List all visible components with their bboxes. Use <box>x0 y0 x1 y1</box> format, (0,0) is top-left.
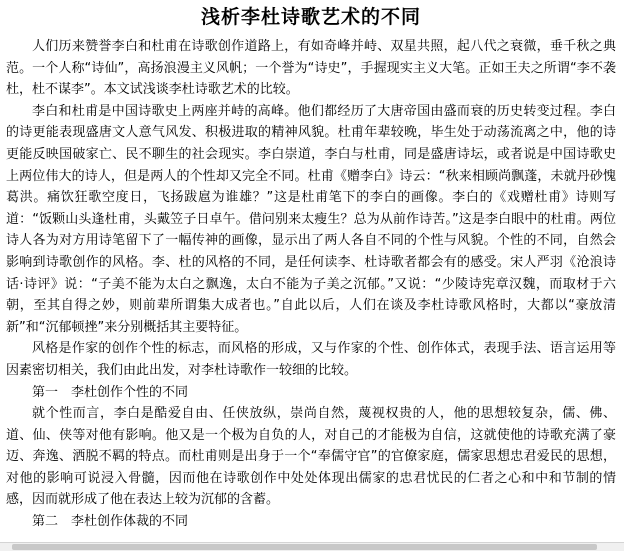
section-heading-personality: 第一 李杜创作个性的不同 <box>32 384 189 400</box>
paragraph-comparison: 李白和杜甫是中国诗歌史上两座并峙的高峰。他们都经历了大唐帝国由盛而衰的历史转变过程。李白的诗更能表现盛唐文人意气风发、积极进取的精神风貌。杜甫年辈较晚，毕生处于动荡流离之中，他的诗更能反映国破家亡、民不聊生的社会现实。李白崇道，李白与杜甫，同是盛唐诗坛，或者说是中国诗歌史上两位伟大的诗人，但是两人的个性却又完全不同。杜甫《赠李白》诗云：“秋来相顾尚飘蓬，未就丹砂愧葛洪。痛饮狂歌空度日，飞扬跋扈为谁雄？”这是杜甫笔下的李白的画像。李白的《戏赠杜甫》诗则写道：“饭颗山头逢杜甫，头戴笠子日卓午。借问别来太瘦生？总为从前作诗苦。”这是李白眼中的杜甫。两位诗人各为对方用诗笔留下了一幅传神的画像，显示出了两人各自不同的个性与风貌。个性的不同，自然会影响到诗歌创作的风格。李、杜的风格的不同，是任何读李、杜诗歌者都会有的感受。宋人严羽《沧浪诗话·诗评》说：“子美不能为太白之飘逸，太白不能为子美之沉郁。”又说：“少陵诗宪章汉魏，而取材于六朝，至其自得之妙，则前辈所谓集大成者也。”自此以后，人们在谈及李杜诗歌风格时，大都以“豪放清新”和“沉郁顿挫”来分别概括其主要特征。 <box>6 103 616 335</box>
section-heading-genre: 第二 李杜创作体裁的不同 <box>32 514 189 530</box>
paragraph-intro: 人们历来赞誉李白和杜甫在诗歌创作道路上，有如奇峰并峙、双星共照，起八代之衰微，垂千秋之典范。一个人称“诗仙”，高扬浪漫主义风帆；一个誉为“诗史”，手握现实主义大笔。正如王夫之所谓“李不袭杜，杜不谋李”。本文试浅谈李杜诗歌艺术的比较。 <box>6 39 616 98</box>
horizontal-scrollbar[interactable] <box>0 542 624 551</box>
document-title: 浅析李杜诗歌艺术的不同 <box>200 6 421 28</box>
scrollbar-thumb[interactable] <box>12 544 597 550</box>
paragraph-style: 风格是作家的创作个性的标志，而风格的形成，又与作家的个性、创作体式，表现手法、语言运用等因素密切相关，我们由此出发，对李杜诗歌作一较细的比较。 <box>6 341 616 378</box>
paragraph-personality: 就个性而言，李白是酷爱自由、任侠放纵，崇尚自然，蔑视权贵的人，他的思想较复杂，儒、佛、道、仙、侠等对他有影响。他又是一个极为自负的人，对自己的才能极为自信，这就使他的诗歌充满了豪迈、奔逸、洒脱不羁的特点。而杜甫则是出身于一个“奉儒守官”的官僚家庭，儒家思想忠君爱民的思想，对他的影响可说浸入骨髓，因而他在诗歌创作中处处体现出儒家的忠君忧民的仁者之心和中和节制的情感，因而就形成了他在表达上较为沉郁的含蓄。 <box>6 406 616 508</box>
